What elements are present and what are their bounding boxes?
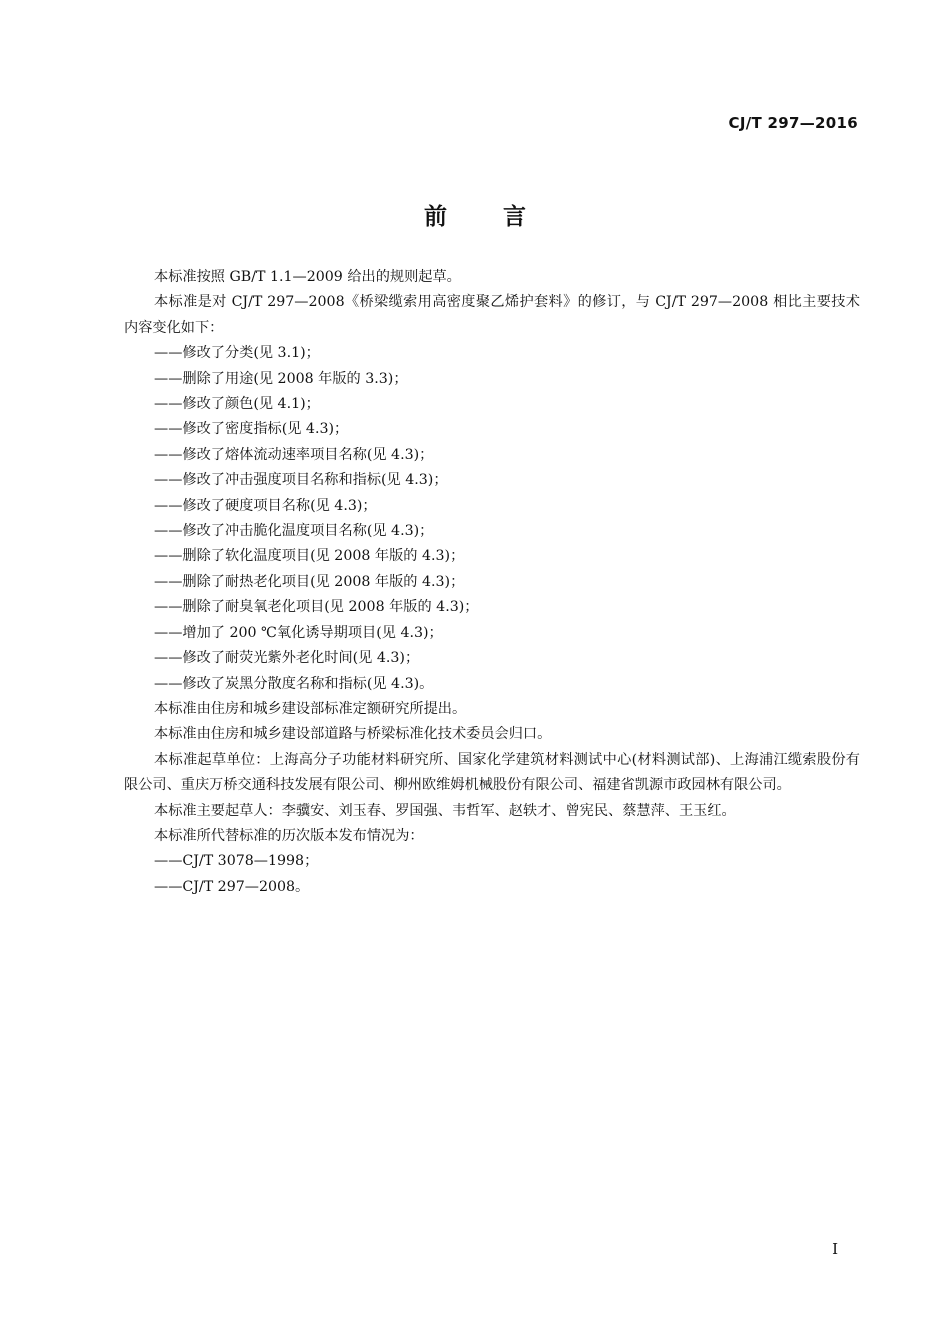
change-item: ——修改了耐荧光紫外老化时间(见 4.3)； bbox=[154, 650, 420, 667]
change-item: ——删除了耐臭氧老化项目(见 2008 年版的 4.3)； bbox=[154, 599, 479, 616]
page-title: 前言 bbox=[424, 204, 582, 230]
change-item: ——删除了耐热老化项目(见 2008 年版的 4.3)； bbox=[154, 573, 465, 590]
change-item: ——删除了软化温度项目(见 2008 年版的 4.3)； bbox=[154, 548, 465, 565]
change-item: ——修改了熔体流动速率项目名称(见 4.3)； bbox=[154, 446, 434, 463]
body-paragraph: 本标准由住房和城乡建设部道路与桥梁标准化技术委员会归口。 bbox=[154, 726, 552, 743]
change-item: ——删除了用途(见 2008 年版的 3.3)； bbox=[154, 370, 408, 387]
change-item: ——修改了冲击强度项目名称和指标(见 4.3)； bbox=[154, 472, 448, 489]
history-item: ——CJ/T 297—2008。 bbox=[154, 878, 310, 895]
change-item: ——修改了硬度项目名称(见 4.3)； bbox=[154, 497, 377, 514]
intro-paragraph: 本标准是对 CJ/T 297—2008《桥梁缆索用高密度聚乙烯护套料》的修订，与 CJ/T 297—2008 相比主要技术内容变化如下： bbox=[124, 294, 860, 336]
change-item: ——修改了分类(见 3.1)； bbox=[154, 345, 320, 362]
standard-code: CJ/T 297—2016 bbox=[728, 114, 858, 132]
change-item: ——修改了密度指标(见 4.3)； bbox=[154, 421, 349, 438]
document-body bbox=[124, 265, 860, 900]
body-paragraph: 本标准主要起草人：李骥安、刘玉春、罗国强、韦哲军、赵轶才、曾宪民、蔡慧萍、王玉红。 bbox=[154, 802, 736, 819]
change-item: ——修改了颜色(见 4.1)； bbox=[154, 396, 320, 413]
change-list bbox=[124, 341, 860, 697]
change-item: ——修改了炭黑分散度名称和指标(见 4.3)。 bbox=[154, 675, 434, 692]
change-item: ——增加了 200 ℃氧化诱导期项目(见 4.3)； bbox=[154, 624, 443, 641]
history-item: ——CJ/T 3078—1998； bbox=[154, 853, 319, 870]
change-item: ——修改了冲击脆化温度项目名称(见 4.3)； bbox=[154, 523, 434, 540]
body-paragraph: 本标准所代替标准的历次版本发布情况为： bbox=[154, 827, 424, 844]
body-paragraph: 本标准由住房和城乡建设部标准定额研究所提出。 bbox=[154, 700, 467, 717]
intro-paragraph: 本标准按照 GB/T 1.1—2009 给出的规则起草。 bbox=[154, 269, 461, 285]
history-list bbox=[124, 849, 860, 900]
body-paragraph: 本标准起草单位：上海高分子功能材料研究所、国家化学建筑材料测试中心(材料测试部)、上海浦江缆索股份有限公司、重庆万桥交通科技发展有限公司、柳州欧维姆机械股份有限公司、福建省凯源市政园林有限公司。 bbox=[124, 751, 860, 794]
page-number: I bbox=[832, 1240, 838, 1258]
